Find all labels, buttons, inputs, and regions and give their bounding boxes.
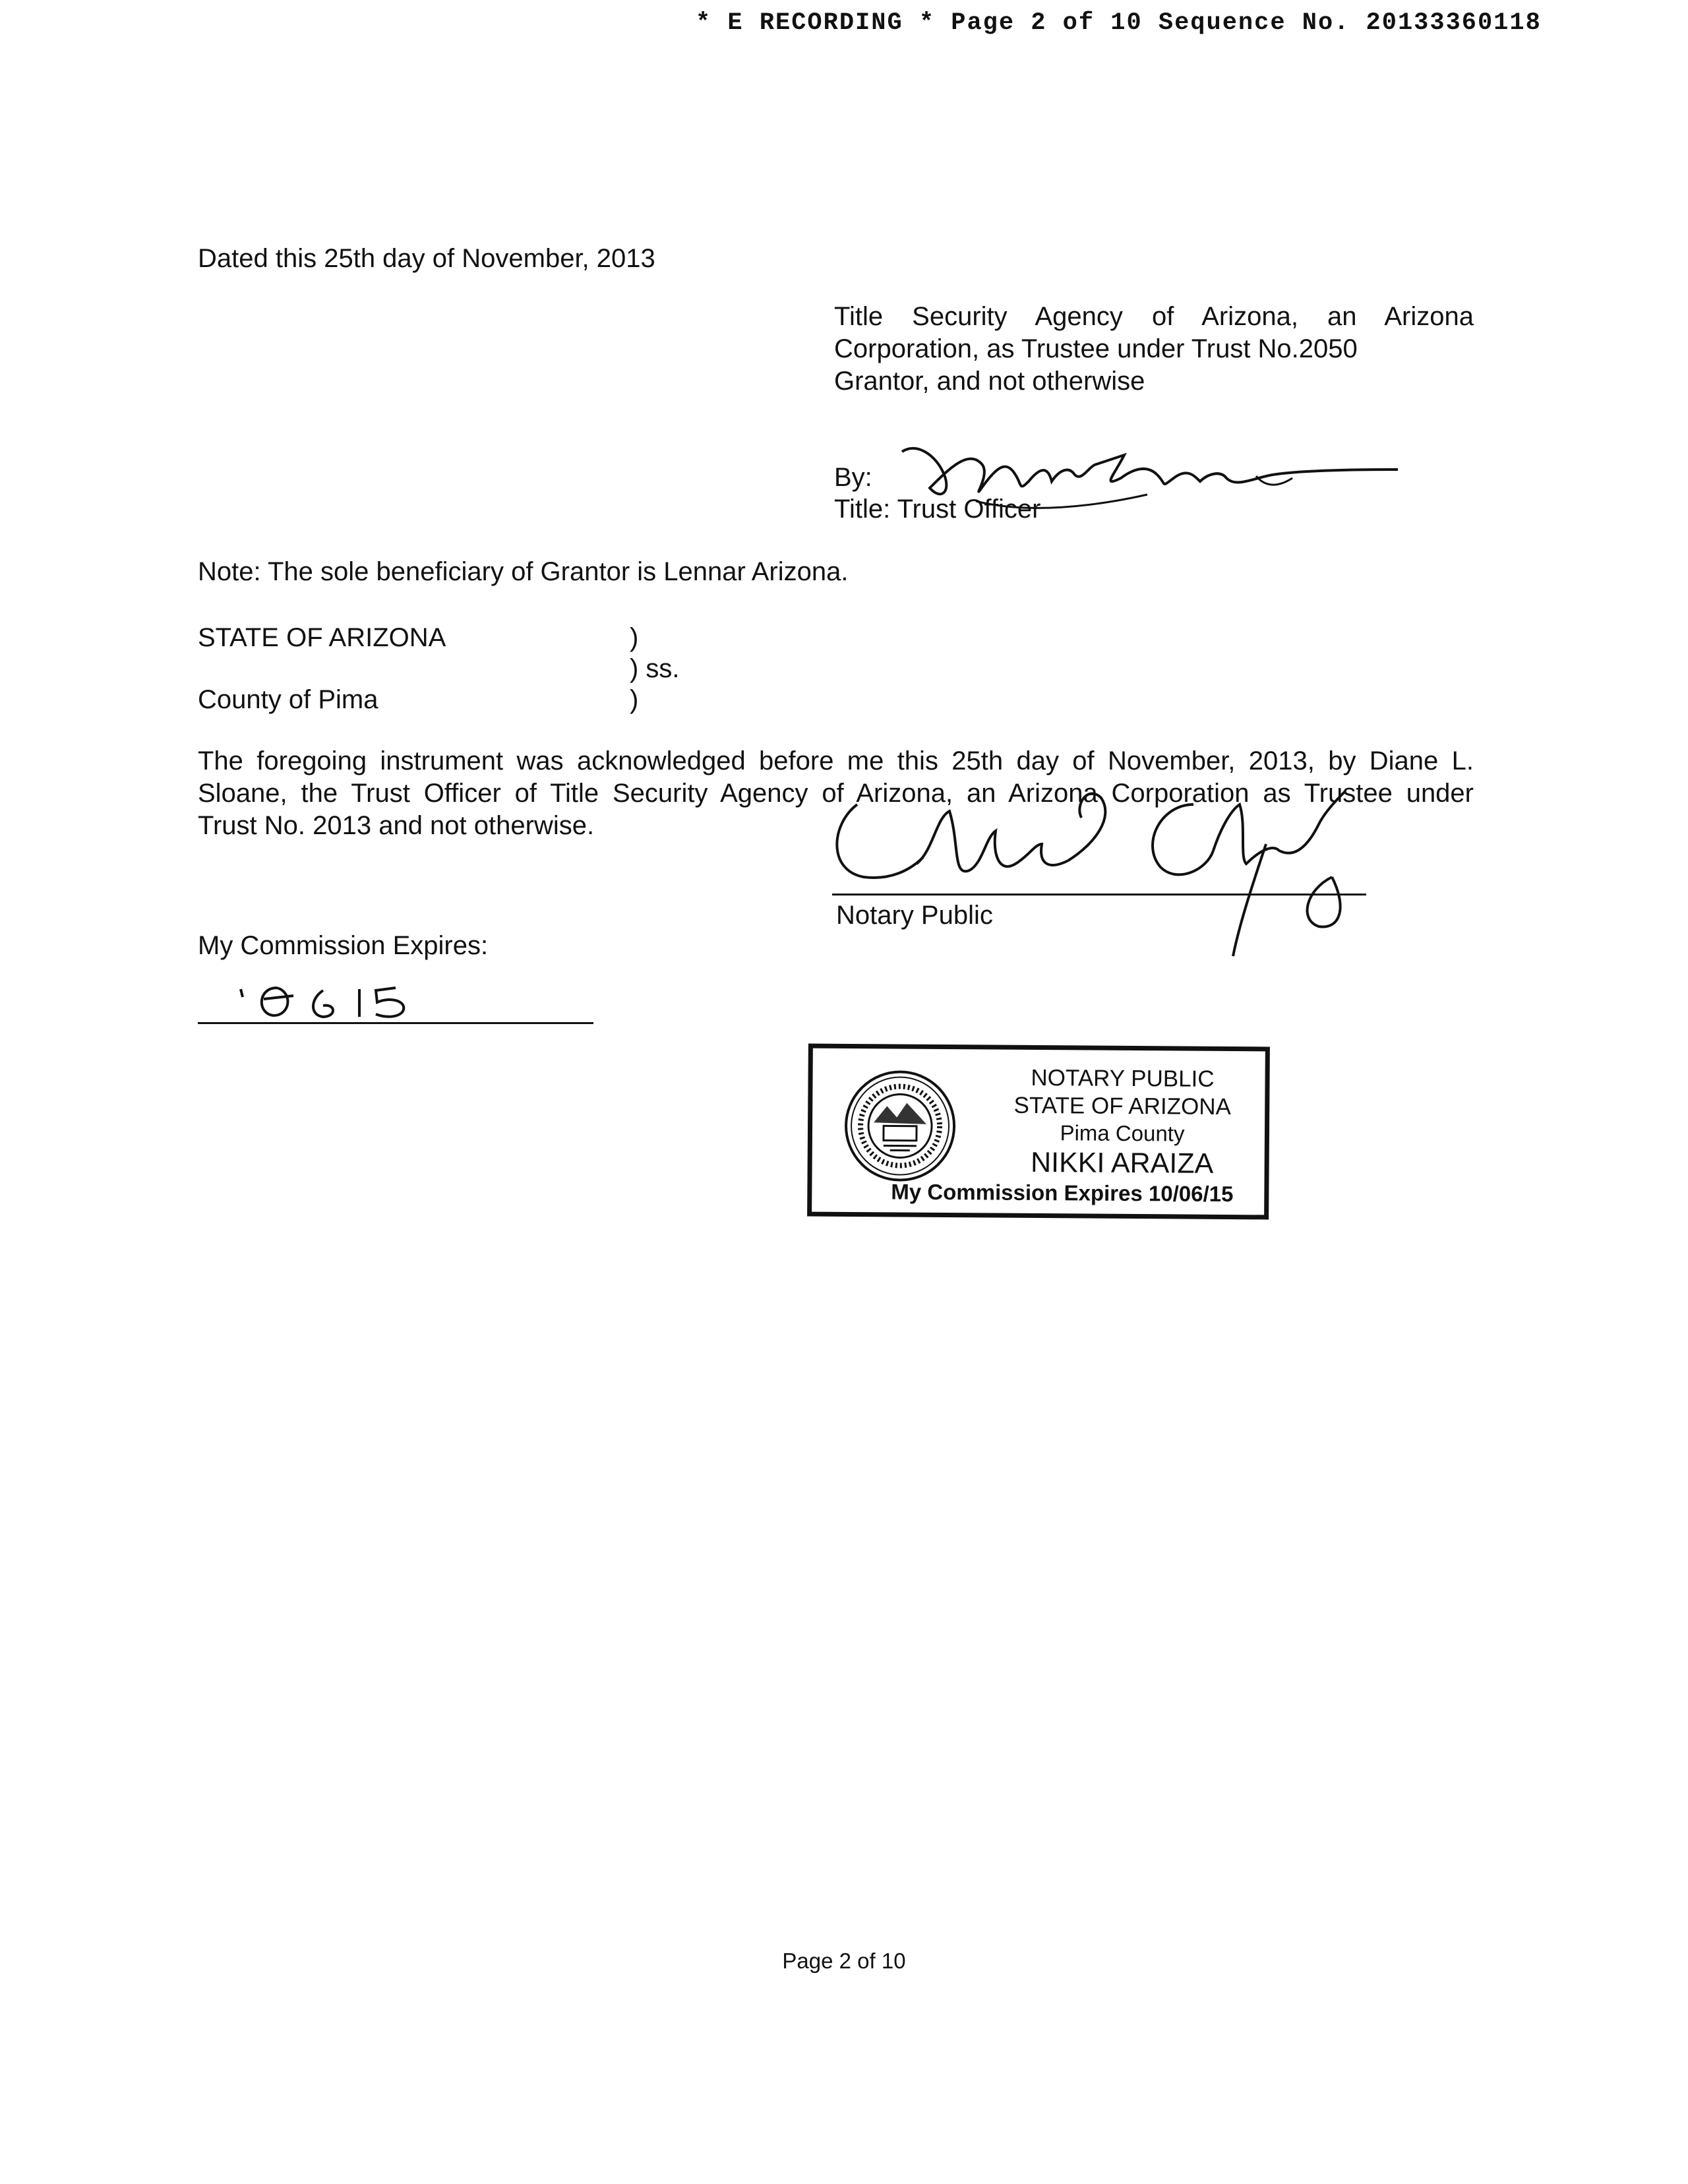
page-footer: Page 2 of 10: [782, 1949, 906, 1973]
commission-date-line: [198, 1022, 593, 1024]
notary-public-label: Notary Public: [836, 901, 993, 930]
stamp-line-1: NOTARY PUBLIC: [1031, 1064, 1215, 1092]
commission-expires-label: My Commission Expires:: [198, 931, 489, 960]
grantor-line-2: Corporation, as Trustee under Trust No.2050: [834, 334, 1358, 363]
trust-officer-signature: [897, 429, 1424, 541]
recording-header: * E RECORDING * Page 2 of 10 Sequence No. 20133360118: [696, 9, 1542, 37]
acknowledgment-line-3: Trust No. 2013 and not otherwise.: [198, 811, 595, 840]
by-label: By:: [834, 463, 872, 492]
acknowledgment-line-1: The foregoing instrument was acknowledged before me this 25th day of November, 2013, by Diane L.: [198, 746, 1474, 775]
stamp-commission-expiry: My Commission Expires 10/06/15: [891, 1179, 1234, 1207]
grantor-block: [834, 301, 1474, 398]
venue-state: STATE OF ARIZONA: [198, 623, 446, 652]
handwritten-commission-date: [231, 976, 442, 1029]
notary-signature-line: [832, 894, 1366, 895]
arizona-seal-icon: [843, 1070, 956, 1182]
acknowledgment-line-2: Sloane, the Trust Officer of Title Security Agency of Arizona, an Arizona Corporation as Trustee under: [198, 779, 1474, 808]
notary-stamp: [807, 1044, 1270, 1220]
dated-line: Dated this 25th day of November, 2013: [198, 244, 655, 273]
venue-county: County of Pima: [198, 685, 378, 714]
venue-paren-bottom: ): [630, 685, 639, 714]
stamp-line-2: STATE OF ARIZONA: [1013, 1092, 1232, 1120]
stamp-line-3: Pima County: [1060, 1120, 1185, 1146]
stamp-text-block: [983, 1064, 1261, 1180]
title-label: Title:: [834, 495, 891, 524]
beneficiary-note: Note: The sole beneficiary of Grantor is Lennar Arizona.: [198, 557, 849, 586]
venue-ss: ) ss.: [630, 654, 680, 683]
grantor-line-3: Grantor, and not otherwise: [834, 367, 1145, 396]
title-value: Trust Officer: [897, 495, 1041, 524]
stamp-notary-name: NIKKI ARAIZA: [1030, 1146, 1214, 1180]
grantor-line-1: Title Security Agency of Arizona, an Arizona: [834, 302, 1474, 331]
venue-paren-top: ): [630, 623, 639, 652]
